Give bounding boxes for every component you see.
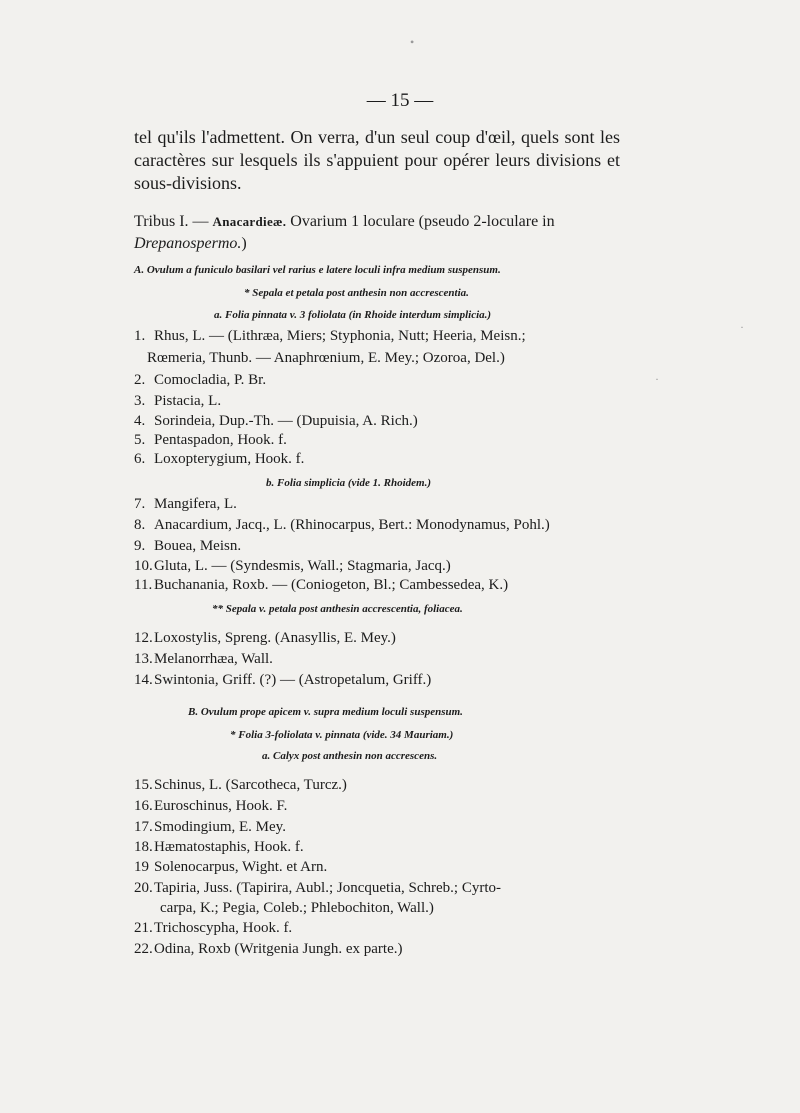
list-item: 16.Euroschinus, Hook. F.	[134, 798, 288, 814]
list-item: 21.Trichoscypha, Hook. f.	[134, 920, 293, 936]
list-item: 3. Pistacia, L.	[134, 393, 222, 409]
list-item: 15.Schinus, L. (Sarcotheca, Turcz.)	[134, 777, 347, 793]
tribus-name: Anacardieæ.	[212, 214, 287, 229]
section-star3: * Folia 3-foliolata v. pinnata (vide. 34 Mauriam.)	[230, 729, 454, 741]
list-item: 1. Rhus, L. — (Lithræa, Miers; Styphonia, Nutt; Heeria, Meisn.;	[134, 328, 526, 344]
list-item: carpa, K.; Pegia, Coleb.; Phlebochiton, Wall.)	[160, 900, 434, 916]
list-item: 12.Loxostylis, Spreng. (Anasyllis, E. Mey.)	[134, 630, 396, 646]
list-item: 6. Loxopterygium, Hook. f.	[134, 451, 305, 467]
list-item: 22.Odina, Roxb (Writgenia Jungh. ex parte.)	[134, 941, 403, 957]
section-A: A. Ovulum a funiculo basilari vel rarius e latere loculi infra medium suspensum.	[134, 264, 501, 276]
tribus-heading	[134, 211, 620, 255]
list-item: 9. Bouea, Meisn.	[134, 538, 242, 554]
list-item: 13.Melanorrhæa, Wall.	[134, 651, 273, 667]
section-star1: * Sepala et petala post anthesin non accrescentia.	[244, 287, 469, 299]
list-item: 20.Tapiria, Juss. (Tapirira, Aubl.; Joncquetia, Schreb.; Cyrto-	[134, 880, 501, 896]
tribus-label: Tribus I. —	[134, 213, 213, 230]
section-B: B. Ovulum prope apicem v. supra medium loculi suspensum.	[188, 706, 463, 718]
list-item: 4. Sorindeia, Dup.-Th. — (Dupuisia, A. Rich.)	[134, 413, 418, 429]
section-a1: a. Folia pinnata v. 3 foliolata (in Rhoide interdum simplicia.)	[214, 309, 492, 321]
list-item: 7. Mangifera, L.	[134, 496, 237, 512]
tribus-close: )	[241, 235, 247, 252]
list-item: Rœmeria, Thunb. — Anaphrœnium, E. Mey.; Ozoroa, Del.)	[147, 350, 505, 366]
paper-speck: ·	[655, 372, 659, 386]
tribus-rest: Ovarium 1 loculare (pseudo 2-loculare in	[286, 213, 555, 230]
list-item: 17.Smodingium, E. Mey.	[134, 819, 286, 835]
paper-speck: ·	[740, 320, 744, 334]
intro-paragraph: tel qu'ils l'admettent. On verra, d'un seul coup d'œil, quels sont les caractères sur lesquels ils s'appuient pour opérer leurs divisions et sous-divisions.	[134, 127, 620, 193]
tribus-italic: Drepanospermo.	[134, 235, 242, 252]
section-b1: b. Folia simplicia (vide 1. Rhoidem.)	[266, 477, 431, 489]
list-item: 11. Buchanania, Roxb. — (Coniogeton, Bl.; Cambessedea, K.)	[134, 577, 509, 593]
list-item: 2. Comocladia, P. Br.	[134, 372, 267, 388]
list-item: 18.Hæmatostaphis, Hook. f.	[134, 839, 304, 855]
list-item: 10.Gluta, L. — (Syndesmis, Wall.; Stagmaria, Jacq.)	[134, 558, 451, 574]
section-a2: a. Calyx post anthesin non accrescens.	[262, 750, 438, 762]
list-item: 8. Anacardium, Jacq., L. (Rhinocarpus, Bert.: Monodynamus, Pohl.)	[134, 517, 550, 533]
section-star2: ** Sepala v. petala post anthesin accrescentia, foliacea.	[212, 603, 463, 615]
list-item: 19 Solenocarpus, Wight. et Arn.	[134, 859, 328, 875]
page-number: — 15 —	[366, 90, 434, 111]
paper-speck: •	[410, 35, 415, 49]
list-item: 14.Swintonia, Griff. (?) — (Astropetalum, Griff.)	[134, 672, 432, 688]
list-item: 5. Pentaspadon, Hook. f.	[134, 432, 287, 448]
